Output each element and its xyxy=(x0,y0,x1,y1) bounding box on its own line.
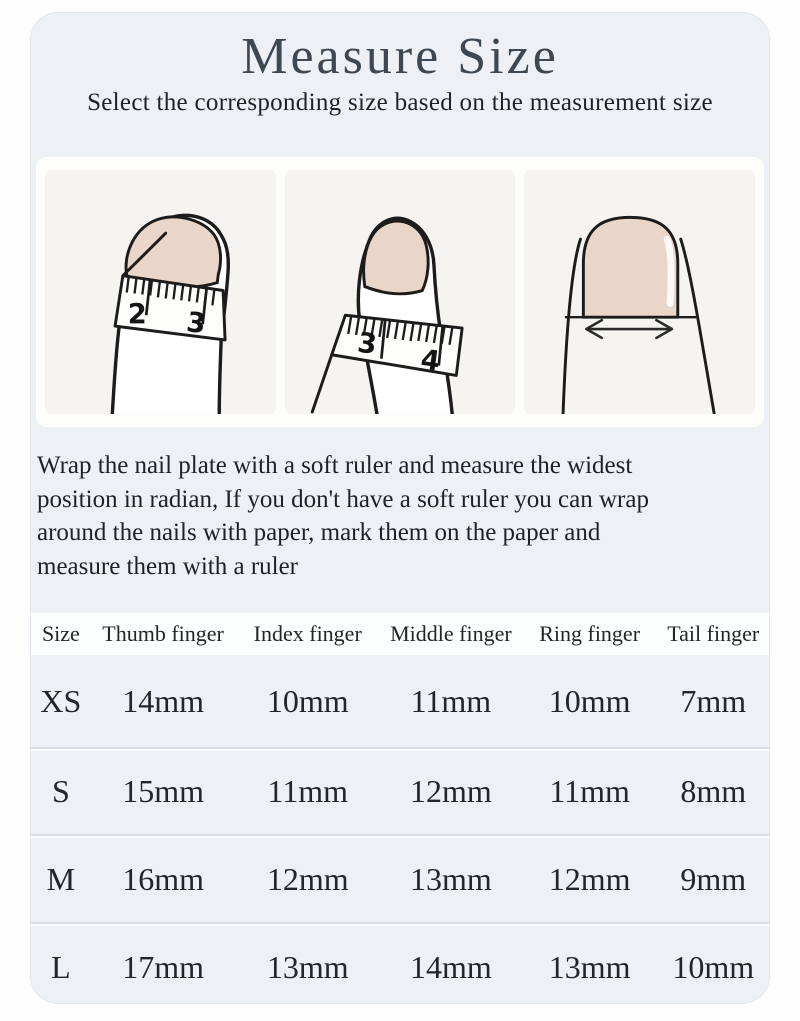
measurement-value: 11mm xyxy=(267,773,349,809)
page-title: Measure Size xyxy=(241,28,559,85)
column-header-ring: Ring finger xyxy=(539,621,641,646)
illustration-nail-width xyxy=(524,170,755,414)
column-header-tail: Tail finger xyxy=(667,621,760,646)
measure-size-card xyxy=(30,12,770,1004)
column-header-size: Size xyxy=(41,621,80,646)
measurement-value: 7mm xyxy=(680,682,747,719)
tape-number: 4 xyxy=(418,344,442,378)
finger-tape-drawing-1 xyxy=(45,170,276,414)
measurement-value: 8mm xyxy=(680,773,747,809)
measurement-value: 12mm xyxy=(266,860,349,897)
finger-right-edge xyxy=(681,239,715,414)
measurement-value: 14mm xyxy=(410,949,492,985)
table-row-xs xyxy=(31,655,769,747)
column-header-middle: Middle finger xyxy=(390,621,512,646)
illustration-row xyxy=(36,157,764,427)
column-header-index: Index finger xyxy=(253,621,362,646)
instructions-line: around the nails with paper, mark them on the paper and xyxy=(37,519,601,546)
table-row-m xyxy=(31,834,769,922)
finger-tape-drawing-2 xyxy=(285,170,516,414)
table-row-s xyxy=(31,747,769,834)
width-arrow-icon xyxy=(587,320,673,338)
column-header-thumb: Thumb finger xyxy=(102,621,224,646)
size-table-header xyxy=(31,613,769,655)
measurement-value: 11mm xyxy=(549,773,630,809)
illustration-finger-ruler-1 xyxy=(45,170,276,414)
tape-number: 3 xyxy=(184,306,208,341)
instructions-line: Wrap the nail plate with a soft ruler and measure the widest xyxy=(37,452,633,479)
instructions-line: position in radian, If you don't have a soft ruler you can wrap xyxy=(37,485,649,513)
measurement-value: 12mm xyxy=(410,773,492,809)
page-subtitle: Select the corresponding size based on the measurement size xyxy=(87,89,713,116)
nail xyxy=(584,217,678,317)
measurement-value: 11mm xyxy=(410,682,492,719)
measurement-value: 10mm xyxy=(266,682,349,719)
measurement-value: 9mm xyxy=(680,860,747,897)
nail-width-drawing xyxy=(524,170,755,414)
measurement-value: 10mm xyxy=(672,949,755,985)
measurement-value: 12mm xyxy=(548,860,631,897)
size-table xyxy=(31,613,769,1004)
tape-tail-line xyxy=(312,355,331,412)
instructions-line: measure them with a ruler xyxy=(37,552,299,580)
size-label: S xyxy=(51,773,70,809)
nail xyxy=(363,221,427,294)
nail xyxy=(126,217,221,287)
table-row-l xyxy=(31,922,769,1004)
illustration-finger-ruler-2 xyxy=(285,170,516,414)
size-label: XS xyxy=(40,682,82,719)
measurement-value: 14mm xyxy=(122,682,204,719)
tape-number: 3 xyxy=(355,327,379,362)
nail-highlight xyxy=(667,239,671,303)
measurement-value: 13mm xyxy=(410,860,492,897)
instructions-text xyxy=(37,449,767,583)
measurement-value: 16mm xyxy=(122,860,204,897)
size-label: M xyxy=(46,860,76,897)
measurement-value: 13mm xyxy=(266,949,349,985)
measurement-value: 17mm xyxy=(122,949,204,985)
finger-left-edge xyxy=(563,239,581,414)
tape-number: 2 xyxy=(127,298,147,331)
measurement-value: 15mm xyxy=(122,773,204,809)
measurement-value: 13mm xyxy=(548,949,631,985)
measurement-value: 10mm xyxy=(548,682,631,719)
size-label: L xyxy=(51,949,71,985)
